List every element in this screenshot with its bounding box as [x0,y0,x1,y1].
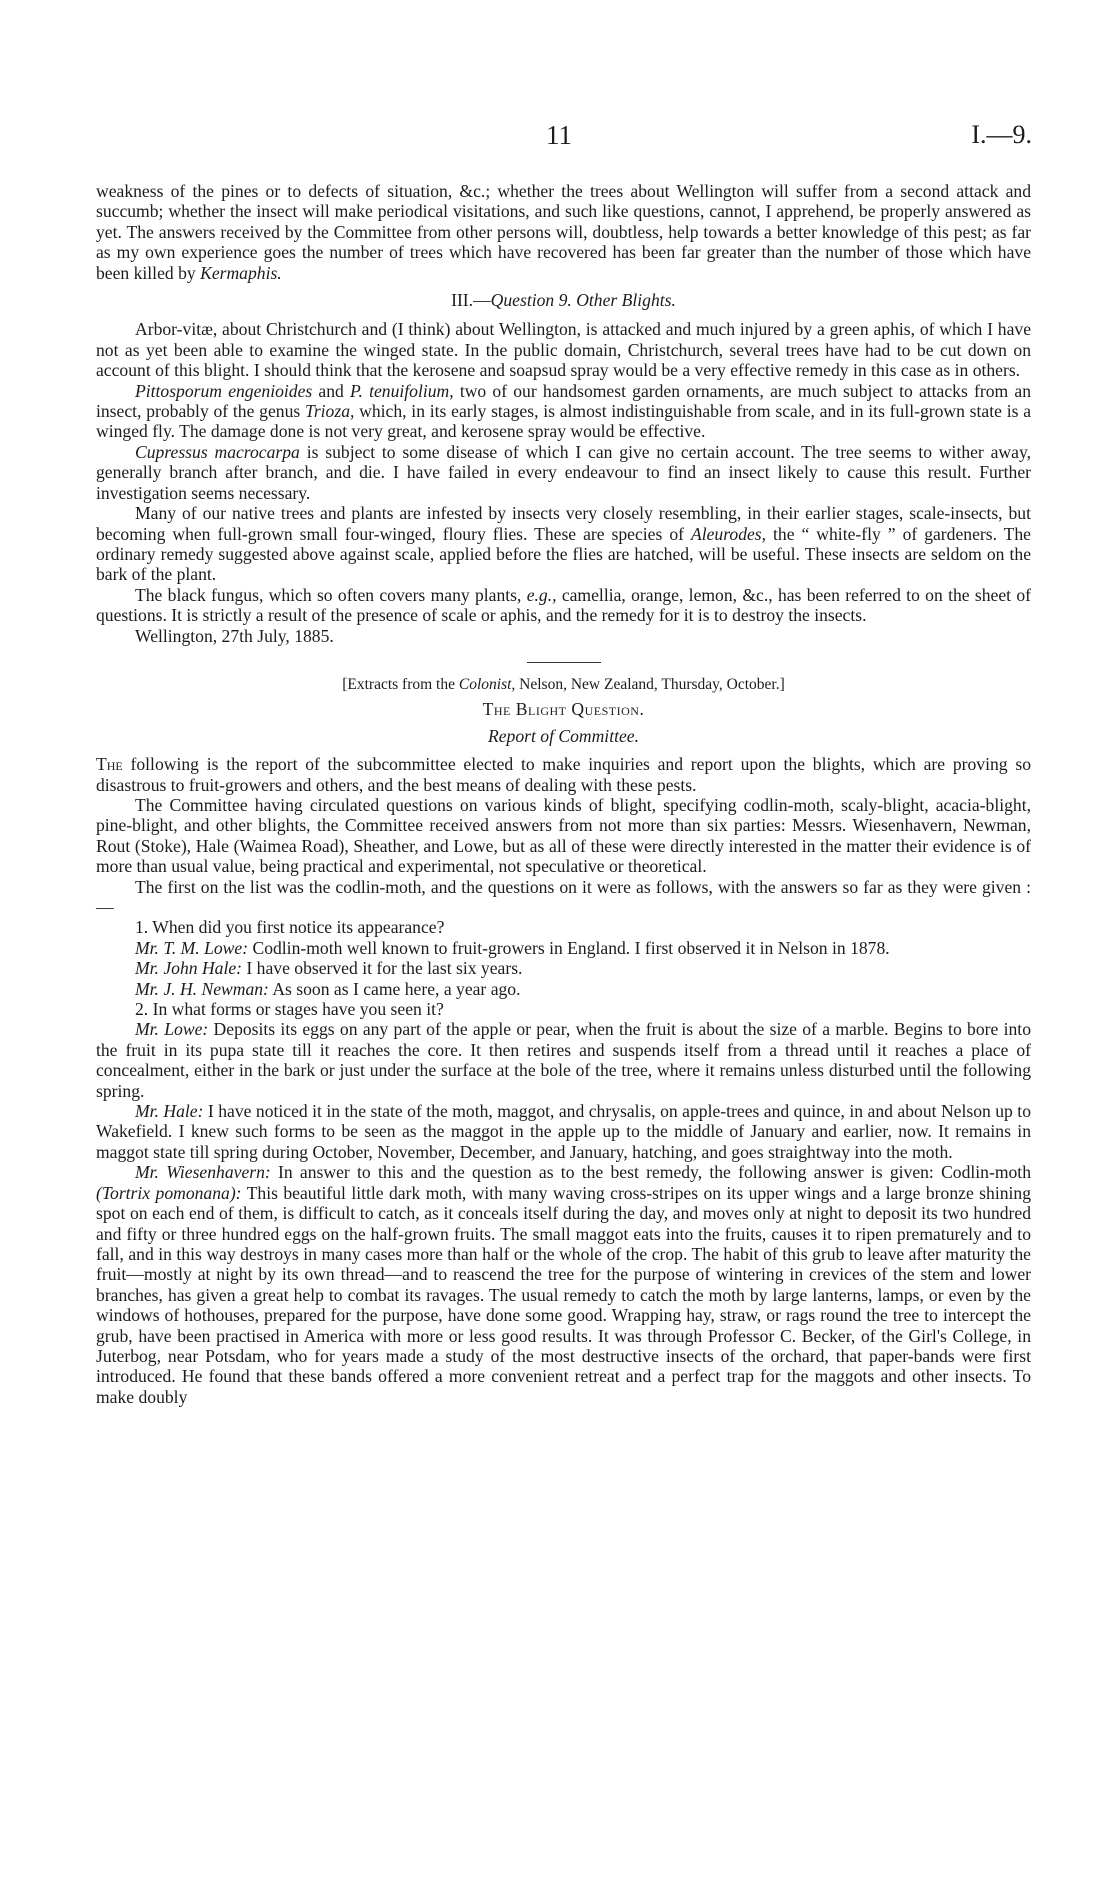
paragraph-codlin-intro: The first on the list was the codlin-moth, and the questions on it were as follows, with the answers so far as they were given :— [96,876,1031,917]
paragraph-committee: The Committee having circulated questions on various kinds of blight, specifying codlin-moth, scaly-blight, acacia-blight, pine-blight, and other blights, the Committee received answers from not more than six parties: Messrs. Wiesenhavern, Newman, Rout (Stoke), Hale (Waimea Road), Sheather, and Lowe, but as all of these were directly interested in the matter their evidence is of more than usual value, being practical and experimental, not speculative or theoretical. [96,794,1031,877]
paragraph-arbor-vitae: Arbor-vitæ, about Christchurch and (I think) about Wellington, is attacked and much injured by a green aphis, of which I have not as yet been able to examine the winged state. In the public domain, Christchurch, several trees have had to be cut down on account of this blight. I should think that the kerosene and soapsud spray would be a very effective remedy in this case as in others. [96,319,1031,381]
answer-hale-1: Mr. John Hale: I have observed it for the last six years. [135,958,523,979]
signoff-date: Wellington, 27th July, 1885. [135,625,334,646]
article-title: The Blight Question. [482,699,645,720]
section-heading-other-blights: III.—Question 9. Other Blights. [451,290,676,311]
document-reference: I.—9. [971,120,1032,149]
answer-hale-2: Mr. Hale: I have noticed it in the state of the moth, maggot, and chrysalis, on apple-trees and quince, in and about Nelson up to Wakefield. I knew such forms to be seen as the maggot in the apple up to the middle of January and earlier, now. It remains in maggot state till spring during October, November, December, and January, hatching, and goes straightway into the moth. [96,1101,1031,1162]
answer-newman-1: Mr. J. H. Newman: As soon as I came here, a year ago. [135,978,521,999]
body-text [96,181,1031,1407]
paragraph-pittosporum: Pittosporum engenioides and P. tenuifolium, two of our handsomest garden ornaments, are much subject to attacks from an insect, probably of the genus Trioza, which, in its early stages, is almost indistinguishable from scale, and in its full-grown state is a winged fly. The damage done is not very great, and kerosene spray would be effective. [96,380,1031,442]
page-header [96,120,1036,160]
paragraph-black-fungus: The black fungus, which so often covers many plants, e.g., camellia, orange, lemon, &c., has been referred to on the sheet of questions. It is strictly a result of the presence of scale or aphis, and the remedy for it is to destroy the insects. [96,584,1031,626]
answer-lowe-1: Mr. T. M. Lowe: Codlin-moth well known to fruit-growers in England. I first observed it in Nelson in 1878. [135,937,890,958]
question-2: 2. In what forms or stages have you seen it? [135,999,444,1020]
page-number: 11 [546,120,572,150]
paragraph-aleurodes: Many of our native trees and plants are infested by insects very closely resembling, in their earlier stages, scale-insects, but becoming when full-grown small four-winged, floury flies. These are species of Aleurodes, the “ white-fly ” of gardeners. The ordinary remedy suggested above against scale, applied before the flies are hatched, will be useful. These insects are seldom on the bark of the plant. [96,503,1031,585]
extract-note: [Extracts from the Colonist, Nelson, New Zealand, Thursday, October.] [342,675,785,693]
answer-wiesenhavern: Mr. Wiesenhavern: In answer to this and the question as to the best remedy, the following answer is given: Codlin-moth (Tortrix pomonana): This beautiful little dark moth, with many waving cross-stripes on its upper wings and a large bronze shining spot on each end of them, is difficult to catch, as it conceals itself during the day, and moves only at night to deposit its two hundred and fifty or three hundred eggs on the half-grown fruits. The small maggot eats into the fruits, causes it to ripen prematurely and to fall, and in this way destroys in many cases more than half or the whole of the crop. The habit of this grub to leave after maturity the fruit—mostly at night by its own thread—and to reascend the tree for the purpose of wintering in crevices of the stem and lower branches, has given a great help to combat its ravages. The usual remedy to catch the moth by large lanterns, lamps, or even by the windows of hothouses, prepared for the purpose, have done some good. Wrapping hay, straw, or rags round the tree to intercept the grub, have been practised in America with more or less good results. It was through Professor C. Becker, of the Girl's College, in Juterbog, near Potsdam, who for years made a study of the most destructive insects of the orchard, that paper-bands were first introduced. He found that these bands offered a more convenient retreat and a perfect trap for the maggots and other insects. To make doubly [96,1162,1031,1407]
section-divider [527,662,601,663]
answer-lowe-2: Mr. Lowe: Deposits its eggs on any part of the apple or pear, when the fruit is about the size of a marble. Begins to bore into the fruit in its pupa state till it reaches the core. It then retires and suspends itself from a thread until it reaches a place of concealment, either in the bark or just under the surface at the bole of the tree, where it remains unless disturbed until the following spring. [96,1019,1031,1101]
question-1: 1. When did you first notice its appearance? [135,917,445,938]
paragraph-continuation: weakness of the pines or to defects of situation, &c.; whether the trees about Wellington will suffer from a second attack and succumb; whether the insect will make periodical visitations, and such like questions, cannot, I apprehend, be properly answered as yet. The answers received by the Committee from other persons will, doubtless, help towards a better knowledge of this pest; as far as my own experience goes the number of trees which have recovered has been far greater than the number of those which have been killed by Kermaphis. [96,181,1031,283]
paragraph-cupressus: Cupressus macrocarpa is subject to some disease of which I can give no certain account. The tree seems to wither away, generally branch after branch, and die. I have failed in every endeavour to find an insect likely to cause this result. Further investigation seems necessary. [96,441,1031,503]
paragraph-report-intro: The following is the report of the subcommittee elected to make inquiries and report upon the blights, which are proving so disastrous to fruit-growers and others, and the best means of dealing with these pests. [96,754,1031,795]
article-subtitle: Report of Committee. [488,725,639,746]
